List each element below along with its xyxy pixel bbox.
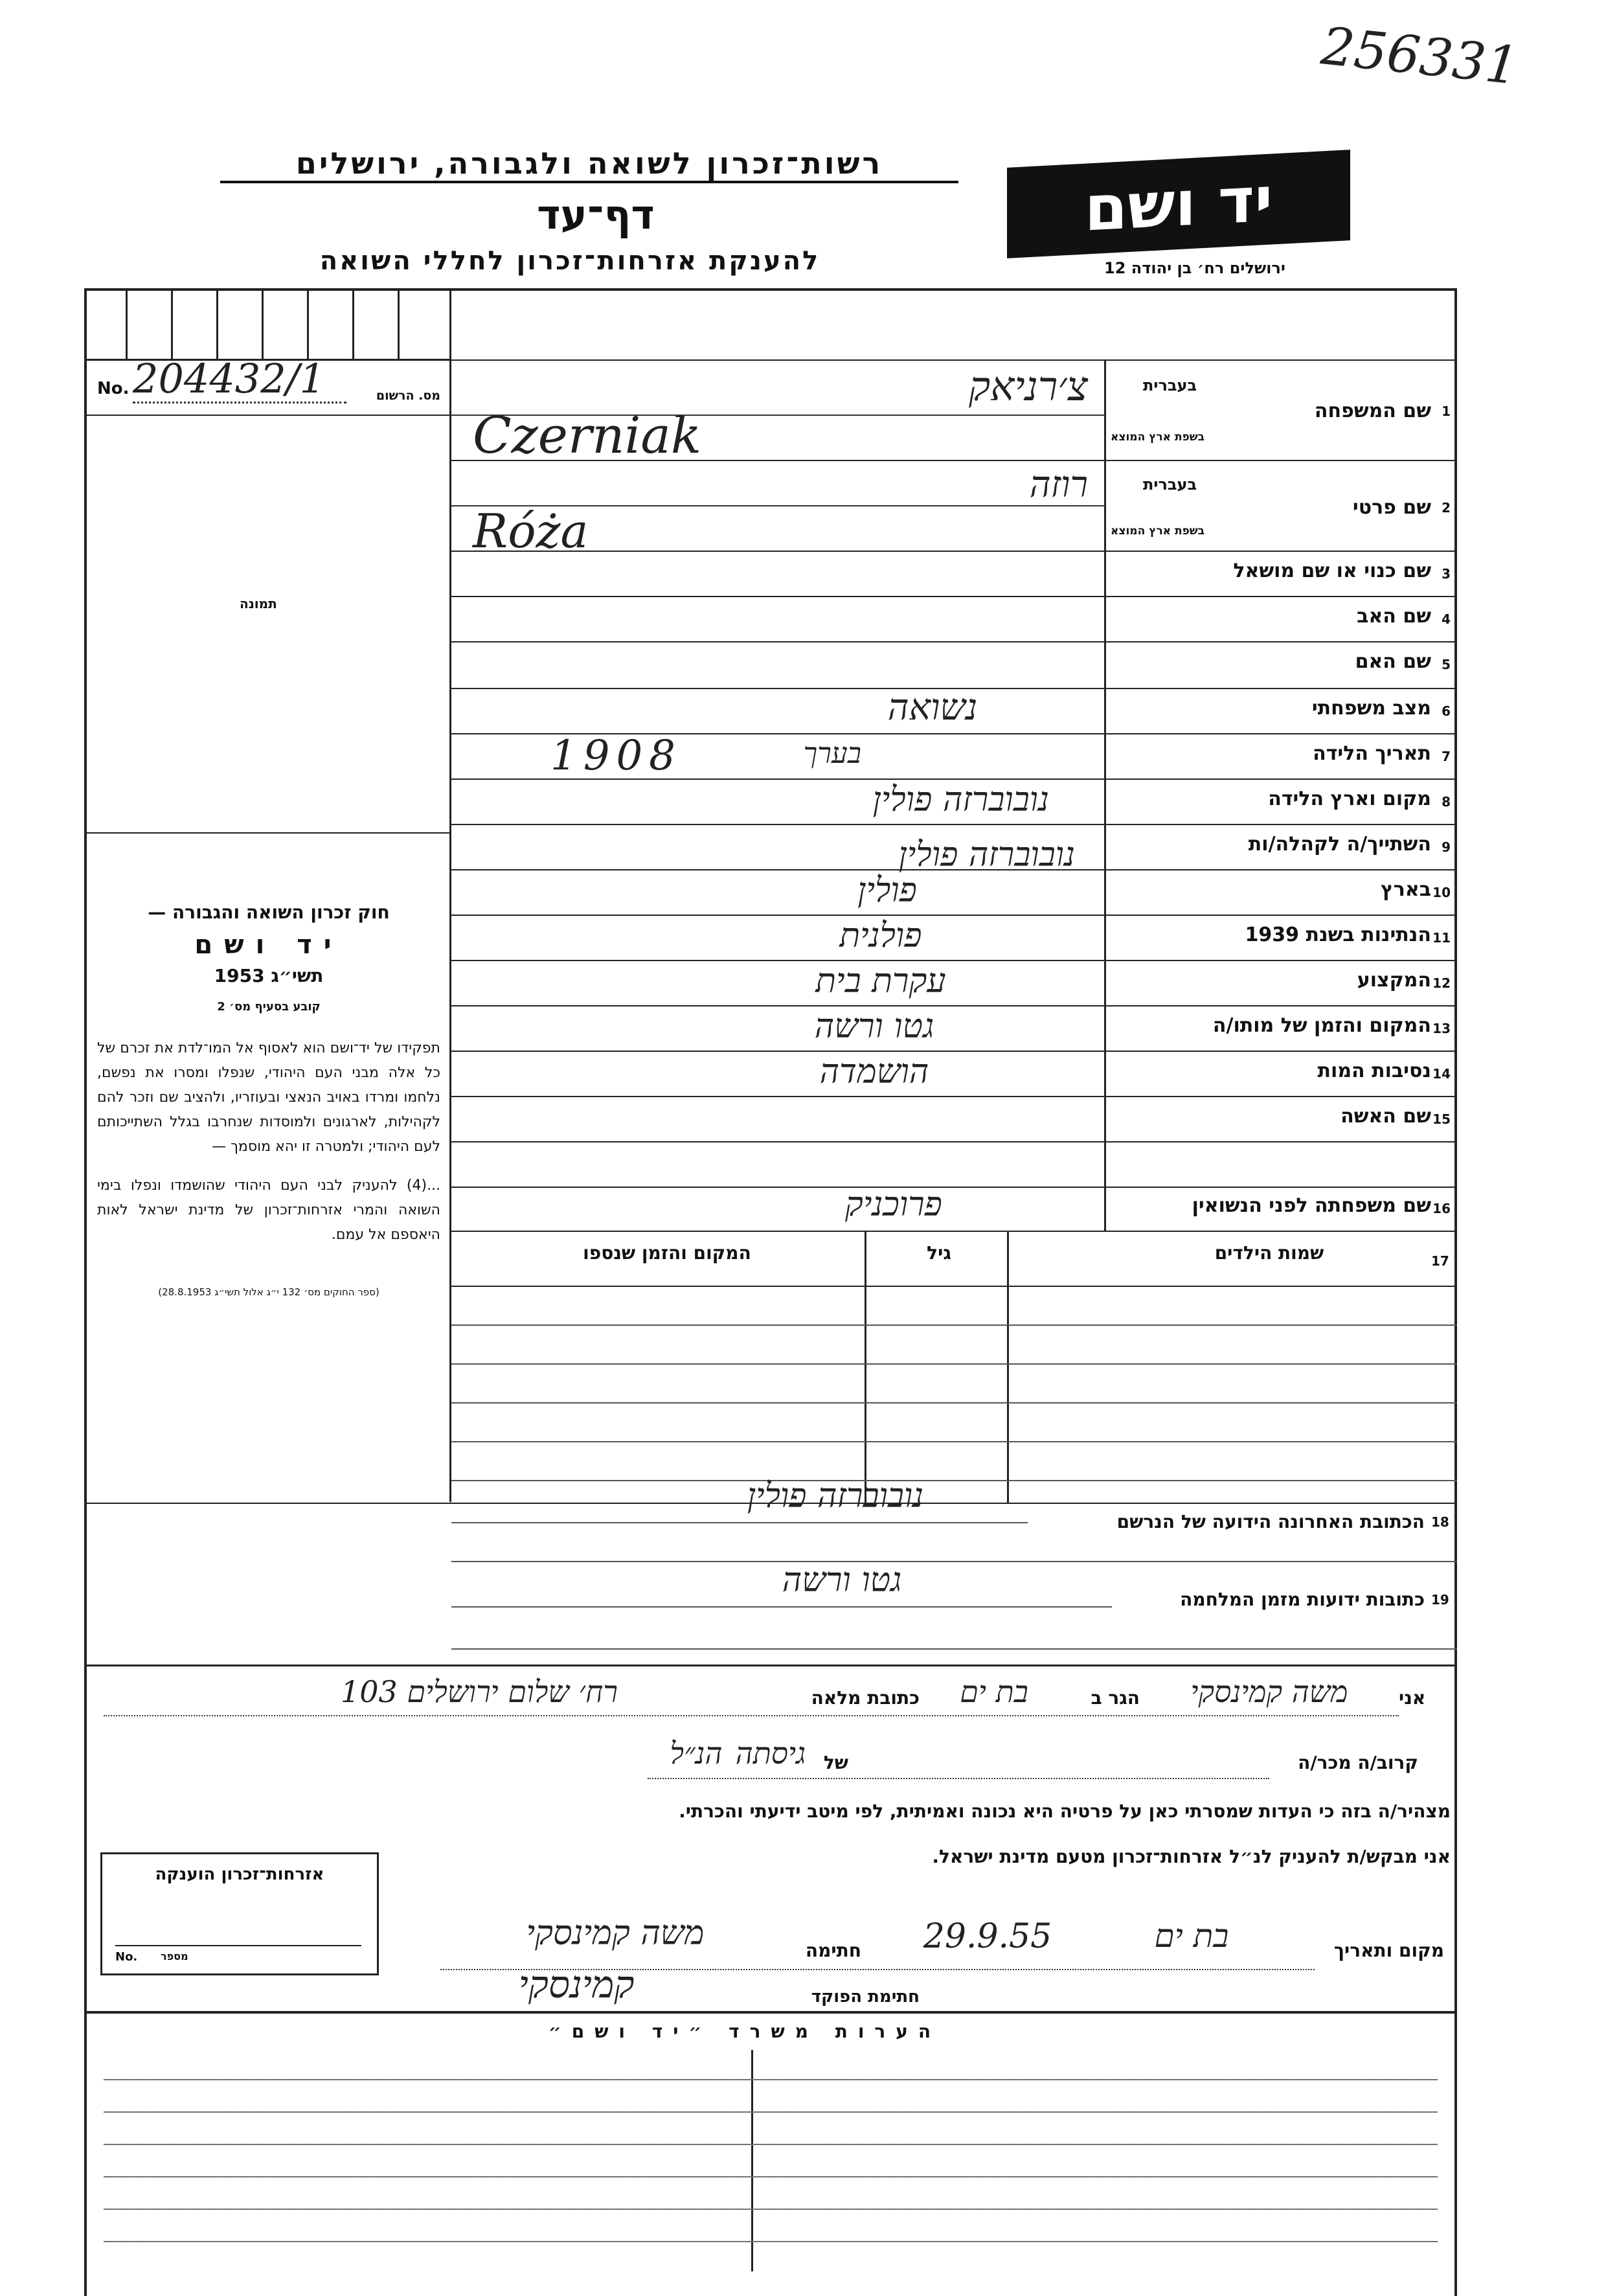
of-value[interactable]: הנ״ל bbox=[670, 1736, 723, 1771]
field-given-name bbox=[1104, 460, 1457, 551]
nationality-value[interactable]: פולנית bbox=[839, 916, 922, 955]
country-value[interactable]: פולין bbox=[857, 871, 917, 910]
archive-number: 256331 bbox=[1318, 16, 1522, 97]
officer-label: חתימת הפוקד bbox=[811, 1987, 920, 2006]
field-label: שם האם bbox=[1355, 650, 1431, 673]
place-date-label: מקום ותאריך bbox=[1333, 1940, 1444, 1961]
field-18-number: 18 bbox=[1431, 1514, 1449, 1530]
last-address-value[interactable]: נובוברזה פולין bbox=[747, 1477, 924, 1516]
surname-hebrew-dots bbox=[451, 415, 1104, 416]
birthplace-value[interactable]: נובוברזה פולין bbox=[872, 780, 1049, 819]
field-number: 5 bbox=[1442, 657, 1451, 672]
law-ref: קובע בסעיף מס׳ 2 bbox=[217, 1000, 321, 1014]
field-label: המקצוע bbox=[1357, 969, 1431, 992]
field-19-line bbox=[451, 1606, 1112, 1608]
signature-value[interactable]: משה קמינסקי bbox=[526, 1914, 705, 1953]
field-row-8 bbox=[1104, 779, 1457, 824]
field-row-13 bbox=[1104, 1005, 1457, 1051]
office-notes-top bbox=[87, 2011, 1457, 2014]
death-circumstances-value[interactable]: הושמדה bbox=[819, 1052, 929, 1091]
office-notes-divider bbox=[751, 2050, 753, 2271]
statement-1: מצהיר/ה בזה כי העדות שמסרתי כאן על פרטיה היא נכונה ואמיתית, לפי מיטב ידיעתי והכרתי. bbox=[679, 1801, 1451, 1822]
law-paragraph-1: תפקידו של יד־ושם הוא לאסוף אל המו־לדת את זכרם של כל אלה מבני העם היהודי, שנפלו ומסרו את נפשם, נלחמו ומרדו באויב הנאצי ובעוזריו, ולהציב שם וזכר להם לקהילות, לארגונים ולמוסדות שנחרבו בגלל השתייכותם לעם היהודי; ולמטרה זו יהא מוסמך — bbox=[97, 1040, 440, 1155]
field-number: 7 bbox=[1442, 749, 1451, 764]
law-name: יד ושם bbox=[194, 930, 343, 960]
office-notes-title: הערות משרד ״יד ושם״ bbox=[548, 2021, 942, 2042]
children-col-age: גיל bbox=[927, 1242, 951, 1264]
of-label: של bbox=[823, 1752, 848, 1773]
form-title: דף־עד bbox=[537, 191, 655, 238]
field-number: 6 bbox=[1442, 703, 1451, 719]
children-header-bottom bbox=[451, 1286, 1457, 1287]
field-number: 13 bbox=[1432, 1021, 1451, 1036]
field-number: 11 bbox=[1432, 930, 1451, 946]
statement-2: אני מבקש/ת להעניק לנ״ל אזרחות־זכרון מטעם מדינת ישראל. bbox=[932, 1846, 1451, 1867]
field-19-number: 19 bbox=[1431, 1592, 1449, 1608]
field-row-3 bbox=[1104, 551, 1457, 596]
lang-origin: בשפת ארץ המוצא bbox=[1111, 525, 1205, 538]
war-address-value[interactable]: גטו ורשה bbox=[782, 1561, 902, 1600]
field-row-14 bbox=[1104, 1051, 1457, 1096]
field-number: 12 bbox=[1432, 975, 1451, 991]
death-place-value[interactable]: גטו ורשה bbox=[814, 1007, 934, 1046]
section-divider bbox=[87, 1665, 1457, 1666]
form-subtitle: להענקת אזרחות־זכרון לחללי השואה bbox=[319, 246, 820, 276]
field-number: 10 bbox=[1432, 885, 1451, 900]
field-label: בארץ bbox=[1380, 878, 1431, 901]
address-value[interactable]: רח׳ שלום ירושלים 103 bbox=[341, 1674, 618, 1709]
declaration-line-2 bbox=[648, 1778, 1269, 1779]
field-label: המקום והזמן של מותו/ה bbox=[1212, 1014, 1431, 1037]
declaration-line-1 bbox=[104, 1715, 1399, 1716]
field-18-label: הכתובת האחרונה הידועה של הנרשם bbox=[1116, 1511, 1425, 1532]
photo-bottom-line bbox=[87, 832, 449, 834]
relation-value[interactable]: גיסתה bbox=[735, 1736, 806, 1771]
resides-label: הגר ב bbox=[1091, 1687, 1140, 1709]
signature-label: חתימה bbox=[805, 1940, 861, 1961]
city-value[interactable]: בת ים bbox=[960, 1674, 1028, 1709]
children-col-divider-2 bbox=[1007, 1231, 1009, 1503]
citizenship-title: אזרחות־זכרון הוענקה bbox=[155, 1865, 324, 1884]
registration-dots bbox=[133, 402, 346, 404]
field-row-5 bbox=[1104, 641, 1457, 688]
field-row-6 bbox=[1104, 688, 1457, 733]
marital-status-value[interactable]: נשואה bbox=[887, 687, 978, 729]
maiden-name-value[interactable]: פרוכניק bbox=[845, 1185, 942, 1224]
field-number: 16 bbox=[1432, 1201, 1451, 1216]
profession-value[interactable]: עקרת בית bbox=[815, 962, 946, 1001]
field-label: שם משפחתה לפני הנשואין bbox=[1192, 1194, 1431, 1217]
law-text bbox=[97, 900, 440, 1304]
field-label: מקום וארץ הלידה bbox=[1268, 788, 1431, 810]
field-label: הנתינות בשנת 1939 bbox=[1245, 924, 1431, 946]
field-label: שם פרטי bbox=[1352, 496, 1431, 519]
field-18-line bbox=[451, 1522, 1028, 1523]
field-label: מצב משפחתי bbox=[1311, 697, 1431, 720]
law-footnote: (ספר החוקים מס׳ 132 י״ג אלול תשי״ג 28.8.1953) bbox=[158, 1286, 379, 1298]
field-label: השתייך/ה לקהלה/ות bbox=[1248, 833, 1431, 856]
authority-line: רשות־זכרון לשואה ולגבורה, ירושלים bbox=[220, 146, 958, 183]
field-number: 9 bbox=[1442, 839, 1451, 855]
officer-signature-value[interactable]: קמינסקי bbox=[518, 1962, 635, 2006]
community-value[interactable]: נובוברזה פולין bbox=[898, 835, 1075, 874]
registration-number: 204432/1 bbox=[133, 355, 326, 402]
birth-date-value[interactable]: 1908 bbox=[550, 732, 682, 780]
field-number: 8 bbox=[1442, 794, 1451, 810]
field-row-15 bbox=[1104, 1096, 1457, 1141]
registration-bottom-line bbox=[87, 415, 449, 416]
field-number: 4 bbox=[1442, 611, 1451, 627]
field-19-label: כתובות ידועות מזמן המלחמה bbox=[1180, 1589, 1425, 1610]
yad-vashem-logo bbox=[1007, 150, 1350, 258]
field-number: 2 bbox=[1442, 500, 1451, 516]
given-name-latin-value[interactable]: Róża bbox=[473, 504, 589, 558]
field-label: שם האשה bbox=[1340, 1105, 1431, 1128]
given-name-hebrew-value[interactable]: רוזה bbox=[1029, 464, 1088, 506]
citizenship-number-line bbox=[115, 1945, 361, 1946]
surname-hebrew-value[interactable]: צ׳רניאק bbox=[968, 363, 1088, 410]
lang-hebrew: בעברית bbox=[1143, 475, 1197, 494]
field-number: 14 bbox=[1432, 1066, 1451, 1082]
citizenship-number-label: מספר bbox=[161, 1950, 188, 1962]
logo-address: ירושלים רח׳ בן יהודה 12 bbox=[1104, 259, 1285, 277]
citizenship-box bbox=[100, 1852, 379, 1975]
field-label: תאריך הלידה bbox=[1313, 742, 1431, 765]
field-label: נסיבות המות bbox=[1317, 1060, 1431, 1082]
lang-hebrew: בעברית bbox=[1143, 376, 1197, 394]
field-row-16 bbox=[1104, 1187, 1457, 1231]
field-number: 3 bbox=[1442, 566, 1451, 582]
given-name-dots bbox=[451, 505, 1104, 506]
field-19-line-2 bbox=[451, 1648, 1457, 1650]
field-row-4 bbox=[1104, 596, 1457, 641]
full-address-label: כתובת מלאה bbox=[811, 1687, 920, 1709]
field-number: 1 bbox=[1442, 404, 1451, 419]
relative-label: קרוב/ה מכר/ה bbox=[1298, 1752, 1418, 1773]
field-surname bbox=[1104, 359, 1457, 460]
field-label: שם כנוי או שם מושאל bbox=[1233, 560, 1431, 582]
registration-label: מס. הרשום bbox=[376, 389, 440, 403]
birth-date-prefix[interactable]: בערך bbox=[803, 737, 861, 770]
logo-text: יד ושם bbox=[1084, 163, 1273, 245]
field-row-12 bbox=[1104, 960, 1457, 1005]
field-row-9 bbox=[1104, 824, 1457, 869]
left-column-divider bbox=[449, 291, 451, 1502]
place-value[interactable]: בת ים bbox=[1154, 1917, 1229, 1955]
law-year: תשי״ג 1953 bbox=[214, 965, 324, 986]
field-row-10 bbox=[1104, 869, 1457, 915]
field-label: שם המשפחה bbox=[1314, 400, 1431, 422]
field-label: שם האב bbox=[1357, 605, 1431, 628]
top-cells bbox=[87, 291, 449, 359]
law-paragraph-2: ...(4) להעניק לבני העם היהודי שהושמדו ונפלו בימי השואה והמרי אזרחות־זכרון של מדינת ישראל לאות היאספם אל עמם. bbox=[97, 1177, 440, 1243]
photo-label: תמונה bbox=[240, 596, 277, 611]
surname-latin-value[interactable]: Czerniak bbox=[473, 407, 702, 465]
field-number: 15 bbox=[1432, 1111, 1451, 1127]
law-title: חוק זכרון השואה והגבורה — bbox=[148, 902, 390, 923]
children-col-divider-1 bbox=[865, 1231, 866, 1503]
field-row-7 bbox=[1104, 733, 1457, 779]
declarant-name-value[interactable]: משה קמינסקי bbox=[1190, 1674, 1348, 1709]
declaration-ani: אני bbox=[1399, 1687, 1426, 1709]
citizenship-no-label: No. bbox=[115, 1950, 138, 1964]
children-col-place: המקום והזמן שנספו bbox=[583, 1242, 751, 1264]
children-number: 17 bbox=[1431, 1253, 1449, 1269]
children-col-names: שמות הילדים bbox=[1214, 1242, 1324, 1264]
field-row-11 bbox=[1104, 915, 1457, 960]
registration-no-label: No. bbox=[97, 379, 130, 398]
date-value[interactable]: 29.9.55 bbox=[923, 1917, 1052, 1956]
lang-origin: בשפת ארץ המוצא bbox=[1111, 431, 1205, 444]
